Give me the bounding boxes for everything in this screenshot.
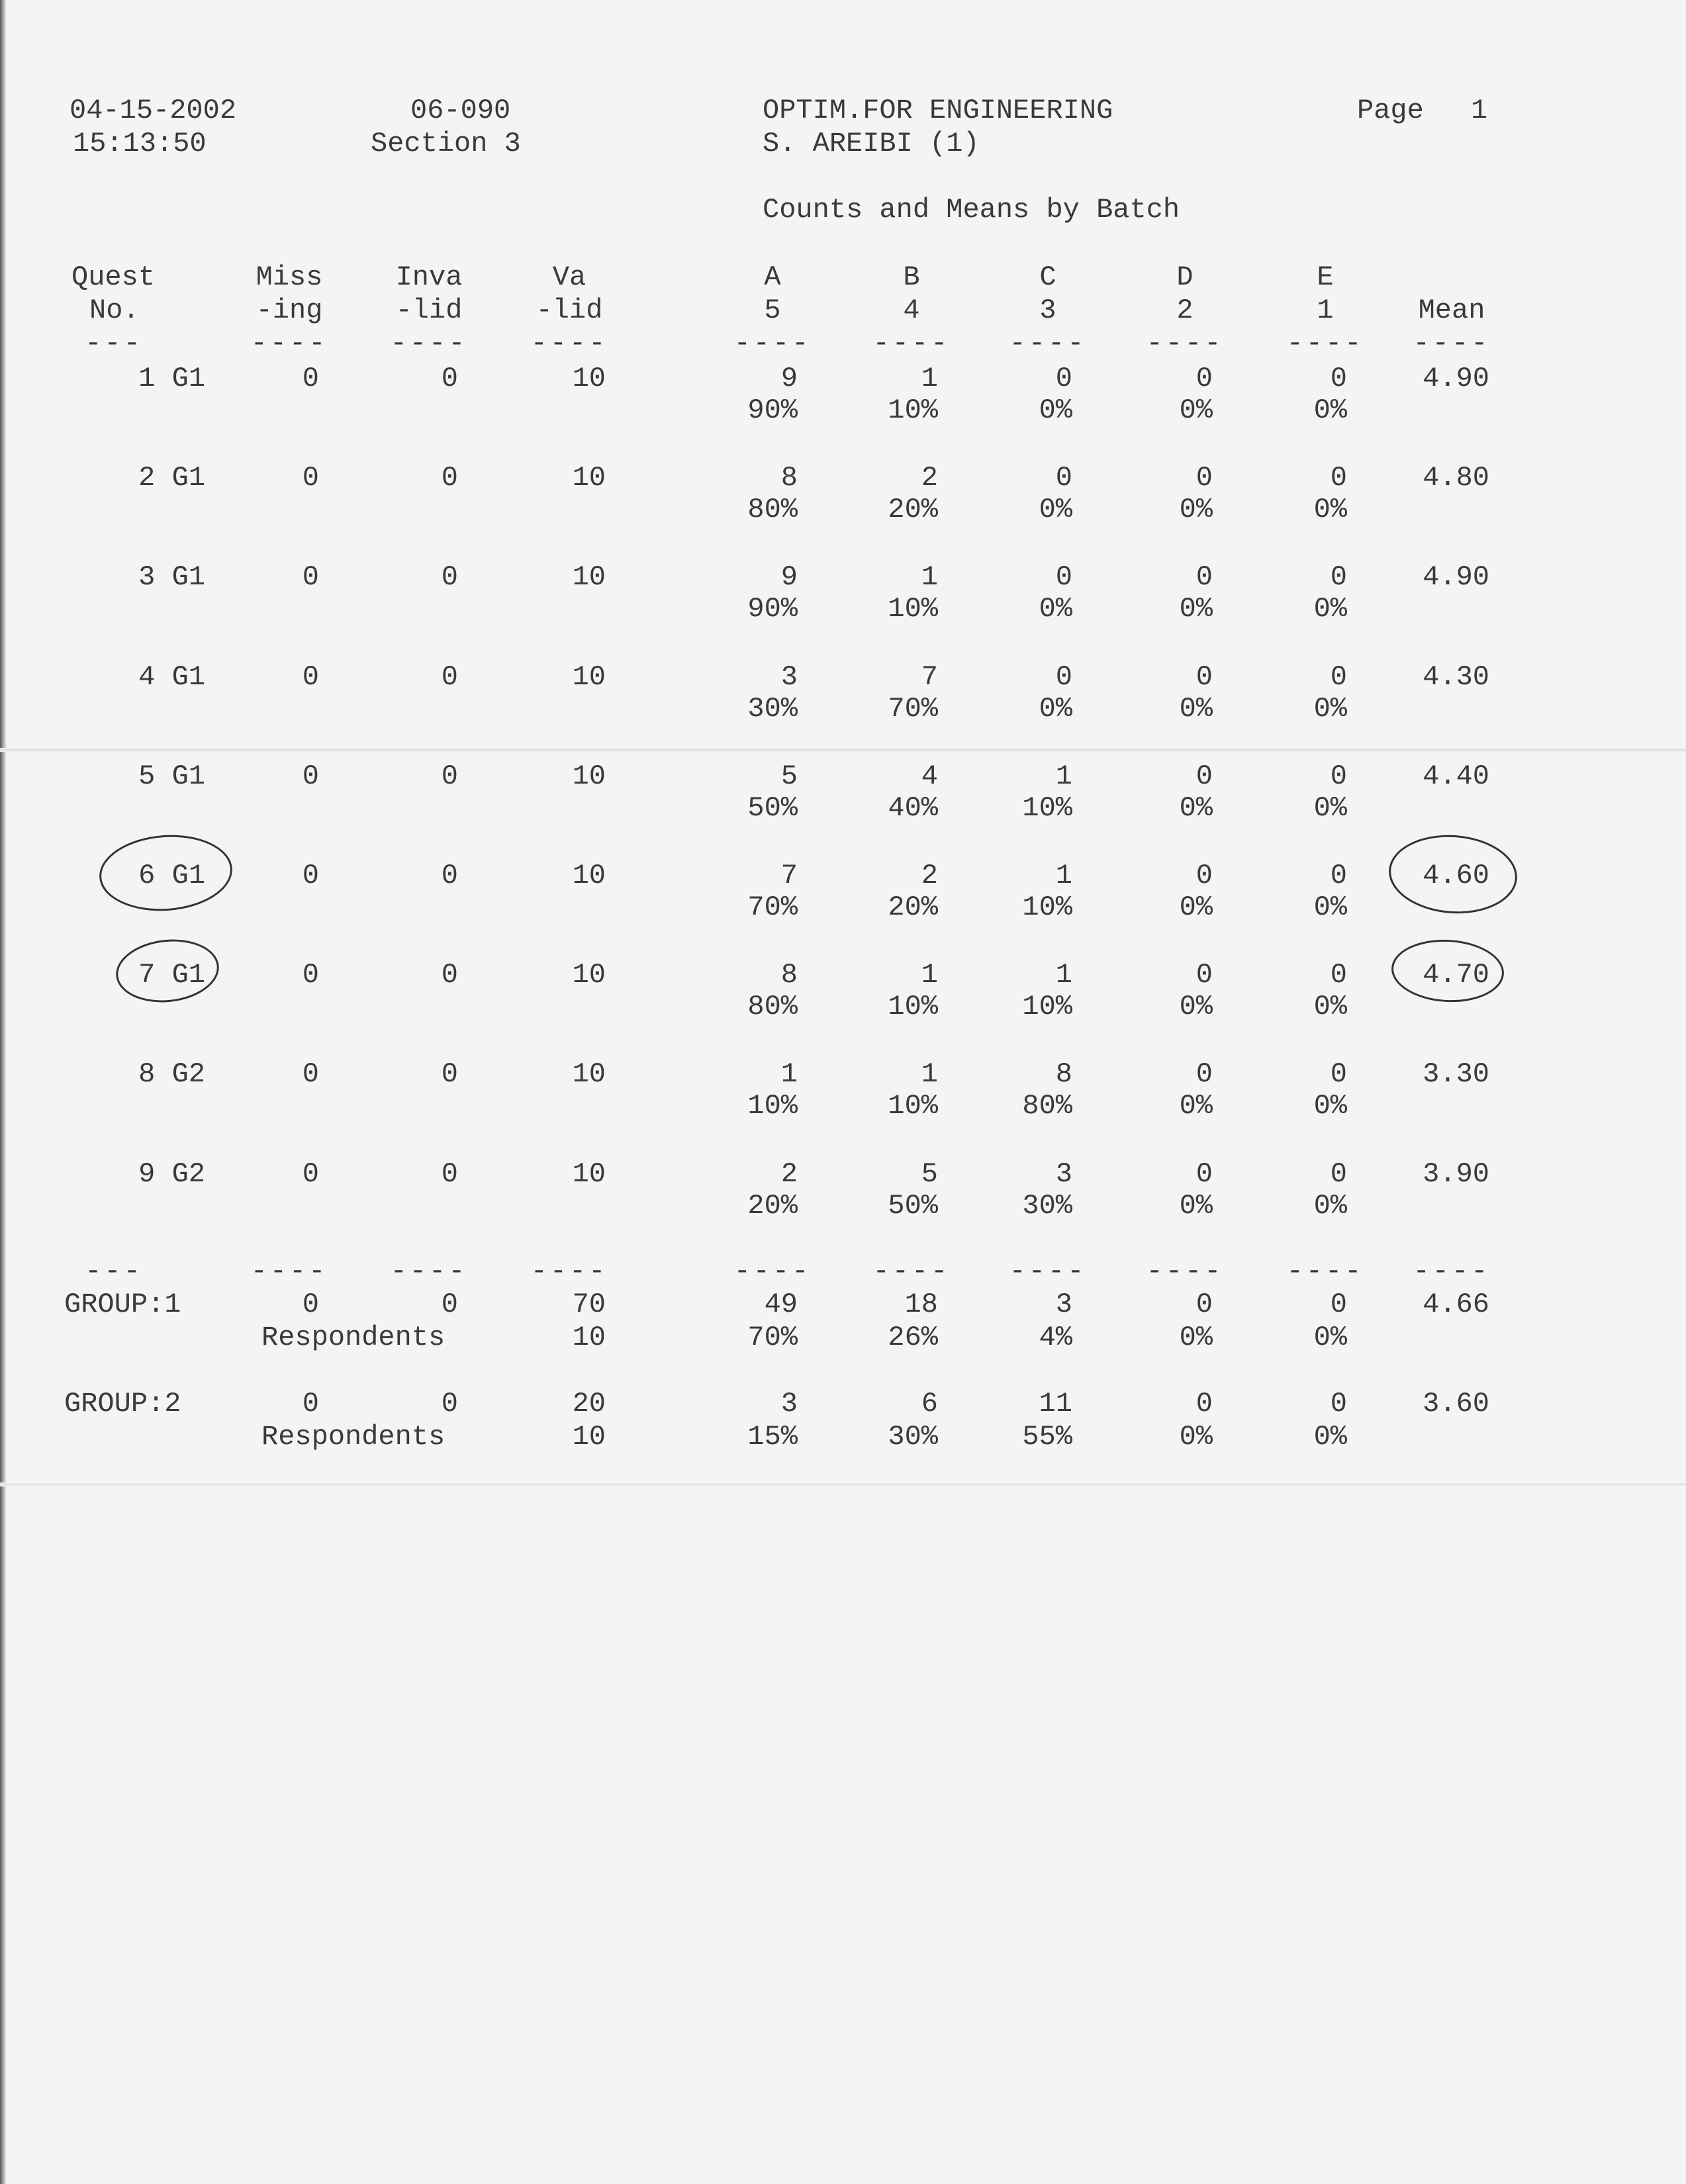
group-label: GROUP:2 [64,1388,181,1420]
count-c: 0 [1055,462,1072,494]
percent-a: 90% [747,593,798,625]
count-a: 3 [780,661,798,693]
mean-value: 4.66 [1423,1289,1489,1320]
count-b: 1 [921,959,938,991]
col-e-line2: 1 [1317,295,1334,326]
percent-c: 80% [1022,1090,1072,1122]
count-a: 49 [764,1289,798,1320]
count-e: 0 [1330,1388,1347,1420]
question-number: 6 G1 [138,860,205,891]
percent-d: 0% [1179,693,1213,725]
valid-count: 10 [572,860,606,891]
pen-circle-mark [1386,831,1520,917]
valid-count: 10 [572,561,606,593]
percent-a: 80% [747,991,798,1023]
col-quest-line2: No. [89,295,140,326]
count-c: 0 [1055,363,1072,394]
mean-value: 4.30 [1423,661,1489,693]
percent-b: 20% [888,494,938,525]
column-separator: ---- [250,328,328,359]
percent-b: 10% [888,1090,938,1122]
invalid-count: 0 [441,1058,458,1090]
col-mean: Mean [1418,295,1485,326]
valid-count: 10 [572,1058,606,1090]
count-d: 0 [1195,760,1213,792]
count-e: 0 [1330,959,1347,991]
percent-c: 0% [1039,394,1072,426]
count-d: 0 [1195,959,1213,991]
count-d: 0 [1195,462,1213,494]
count-e: 0 [1330,760,1347,792]
count-b: 7 [921,661,938,693]
percent-b: 40% [888,792,938,824]
percent-d: 0% [1179,593,1213,625]
percent-e: 0% [1313,593,1347,625]
column-separator: ---- [1009,328,1087,359]
respondents-label: Respondents [261,1421,445,1453]
percent-e: 0% [1313,1421,1347,1453]
count-b: 1 [921,363,938,394]
col-c-line1: C [1039,261,1056,293]
column-separator: ---- [530,1255,608,1287]
valid-count: 20 [572,1388,606,1420]
count-b: 1 [921,561,938,593]
column-separator: --- [85,328,143,359]
paper-fold-line [0,748,1686,752]
mean-value: 3.30 [1423,1058,1489,1090]
count-d: 0 [1195,1158,1213,1190]
column-separator: ---- [1413,1255,1491,1287]
question-number: 3 G1 [138,561,205,593]
group-label: GROUP:1 [64,1289,181,1320]
col-e-line1: E [1317,261,1334,293]
percent-b: 50% [888,1190,938,1222]
percent-e: 0% [1313,1190,1347,1222]
column-separator: --- [85,1255,143,1287]
count-c: 0 [1055,661,1072,693]
column-separator: ---- [390,328,468,359]
count-b: 2 [921,860,938,891]
percent-e: 0% [1313,792,1347,824]
col-invalid-line1: Inva [395,261,463,293]
pen-circle-mark [1390,937,1506,1005]
count-d: 0 [1195,860,1213,891]
col-missing-line2: -ing [256,295,323,326]
percent-d: 0% [1179,891,1213,923]
percent-d: 0% [1179,1421,1213,1453]
percent-e: 0% [1313,991,1347,1023]
paper-fold-line [0,1482,1686,1486]
pen-circle-mark [97,831,234,915]
percent-d: 0% [1179,1090,1213,1122]
percent-c: 4% [1039,1322,1072,1353]
missing-count: 0 [302,959,319,991]
invalid-count: 0 [441,760,458,792]
count-a: 8 [780,462,798,494]
percent-d: 0% [1179,1322,1213,1353]
percent-e: 0% [1313,891,1347,923]
column-separator: ---- [530,328,608,359]
count-b: 18 [904,1289,938,1320]
missing-count: 0 [302,1388,319,1420]
column-separator: ---- [390,1255,468,1287]
valid-count: 10 [572,760,606,792]
count-a: 8 [780,959,798,991]
page-number: 1 [1471,95,1488,126]
count-d: 0 [1195,1289,1213,1320]
count-e: 0 [1330,1289,1347,1320]
percent-b: 70% [888,693,938,725]
count-c: 3 [1055,1289,1072,1320]
percent-c: 0% [1039,494,1072,525]
count-c: 1 [1055,959,1072,991]
mean-value: 4.90 [1423,363,1489,394]
percent-c: 0% [1039,593,1072,625]
col-d-line2: 2 [1176,295,1194,326]
count-b: 6 [921,1388,938,1420]
count-c: 3 [1055,1158,1072,1190]
percent-a: 70% [747,891,798,923]
question-number: 7 G1 [138,959,205,991]
column-separator: ---- [1286,328,1364,359]
percent-d: 0% [1179,792,1213,824]
percent-b: 26% [888,1322,938,1353]
invalid-count: 0 [441,462,458,494]
question-number: 4 G1 [138,661,205,693]
percent-a: 20% [747,1190,798,1222]
section: Section 3 [371,128,521,159]
missing-count: 0 [302,661,319,693]
percent-a: 10% [747,1090,798,1122]
percent-a: 80% [747,494,798,525]
col-invalid-line2: -lid [395,295,463,326]
missing-count: 0 [302,462,319,494]
column-separator: ---- [250,1255,328,1287]
mean-value: 4.40 [1423,760,1489,792]
count-a: 5 [780,760,798,792]
count-a: 9 [780,561,798,593]
count-c: 1 [1055,860,1072,891]
respondents-label: Respondents [261,1322,445,1353]
missing-count: 0 [302,363,319,394]
mean-value: 4.90 [1423,561,1489,593]
percent-b: 10% [888,593,938,625]
percent-b: 20% [888,891,938,923]
question-number: 2 G1 [138,462,205,494]
col-valid-line1: Va [552,261,586,293]
missing-count: 0 [302,860,319,891]
percent-e: 0% [1313,1090,1347,1122]
column-separator: ---- [1146,1255,1224,1287]
count-d: 0 [1195,363,1213,394]
percent-b: 10% [888,394,938,426]
count-c: 1 [1055,760,1072,792]
page-label: Page [1357,95,1424,126]
col-valid-line2: -lid [536,295,603,326]
percent-a: 30% [747,693,798,725]
col-quest-line1: Quest [71,261,156,293]
mean-value: 4.60 [1423,860,1489,891]
percent-e: 0% [1313,394,1347,426]
col-b-line1: B [903,261,920,293]
column-separator: ---- [733,1255,812,1287]
course-code: 06-090 [410,95,511,126]
mean-value: 4.70 [1423,959,1489,991]
respondent-count: 10 [572,1322,606,1353]
count-d: 0 [1195,561,1213,593]
percent-d: 0% [1179,494,1213,525]
report-title: Counts and Means by Batch [763,194,1180,226]
report-time: 15:13:50 [73,128,207,159]
count-e: 0 [1330,860,1347,891]
count-c: 0 [1055,561,1072,593]
percent-c: 0% [1039,693,1072,725]
count-e: 0 [1330,661,1347,693]
invalid-count: 0 [441,959,458,991]
missing-count: 0 [302,1289,319,1320]
percent-c: 10% [1022,792,1072,824]
count-c: 8 [1055,1058,1072,1090]
count-b: 2 [921,462,938,494]
count-d: 0 [1195,661,1213,693]
percent-d: 0% [1179,991,1213,1023]
percent-e: 0% [1313,693,1347,725]
count-b: 1 [921,1058,938,1090]
missing-count: 0 [302,760,319,792]
count-b: 4 [921,760,938,792]
count-d: 0 [1195,1388,1213,1420]
col-a-line2: 5 [764,295,781,326]
column-separator: ---- [733,328,812,359]
count-a: 2 [780,1158,798,1190]
missing-count: 0 [302,1058,319,1090]
col-d-line1: D [1176,261,1194,293]
count-e: 0 [1330,462,1347,494]
count-a: 7 [780,860,798,891]
percent-c: 10% [1022,991,1072,1023]
percent-a: 90% [747,394,798,426]
valid-count: 10 [572,661,606,693]
mean-value: 3.60 [1423,1388,1489,1420]
invalid-count: 0 [441,1158,458,1190]
question-number: 1 G1 [138,363,205,394]
invalid-count: 0 [441,561,458,593]
report-date: 04-15-2002 [70,95,237,126]
count-b: 5 [921,1158,938,1190]
col-a-line1: A [764,261,781,293]
percent-d: 0% [1179,1190,1213,1222]
count-e: 0 [1330,363,1347,394]
valid-count: 10 [572,1158,606,1190]
question-number: 8 G2 [138,1058,205,1090]
missing-count: 0 [302,1158,319,1190]
page-edge-shadow [0,0,7,2184]
missing-count: 0 [302,561,319,593]
valid-count: 10 [572,363,606,394]
count-c: 11 [1039,1388,1072,1420]
question-number: 9 G2 [138,1158,205,1190]
percent-e: 0% [1313,494,1347,525]
valid-count: 70 [572,1289,606,1320]
column-separator: ---- [1146,328,1224,359]
column-separator: ---- [1286,1255,1364,1287]
respondent-count: 10 [572,1421,606,1453]
count-e: 0 [1330,1058,1347,1090]
col-c-line2: 3 [1039,295,1056,326]
col-missing-line1: Miss [256,261,323,293]
course-title: OPTIM.FOR ENGINEERING [763,95,1113,126]
valid-count: 10 [572,462,606,494]
percent-c: 10% [1022,891,1072,923]
column-separator: ---- [872,1255,951,1287]
invalid-count: 0 [441,860,458,891]
count-a: 3 [780,1388,798,1420]
percent-a: 70% [747,1322,798,1353]
mean-value: 4.80 [1423,462,1489,494]
question-number: 5 G1 [138,760,205,792]
percent-b: 10% [888,991,938,1023]
percent-a: 50% [747,792,798,824]
percent-a: 15% [747,1421,798,1453]
count-d: 0 [1195,1058,1213,1090]
percent-b: 30% [888,1421,938,1453]
percent-d: 0% [1179,394,1213,426]
count-a: 1 [780,1058,798,1090]
invalid-count: 0 [441,1289,458,1320]
count-a: 9 [780,363,798,394]
invalid-count: 0 [441,363,458,394]
invalid-count: 0 [441,661,458,693]
percent-c: 55% [1022,1421,1072,1453]
column-separator: ---- [872,328,951,359]
percent-e: 0% [1313,1322,1347,1353]
mean-value: 3.90 [1423,1158,1489,1190]
pen-circle-mark [113,934,222,1007]
count-e: 0 [1330,1158,1347,1190]
count-e: 0 [1330,561,1347,593]
valid-count: 10 [572,959,606,991]
column-separator: ---- [1009,1255,1087,1287]
col-b-line2: 4 [903,295,920,326]
percent-c: 30% [1022,1190,1072,1222]
invalid-count: 0 [441,1388,458,1420]
column-separator: ---- [1413,328,1491,359]
instructor: S. AREIBI (1) [763,128,980,159]
